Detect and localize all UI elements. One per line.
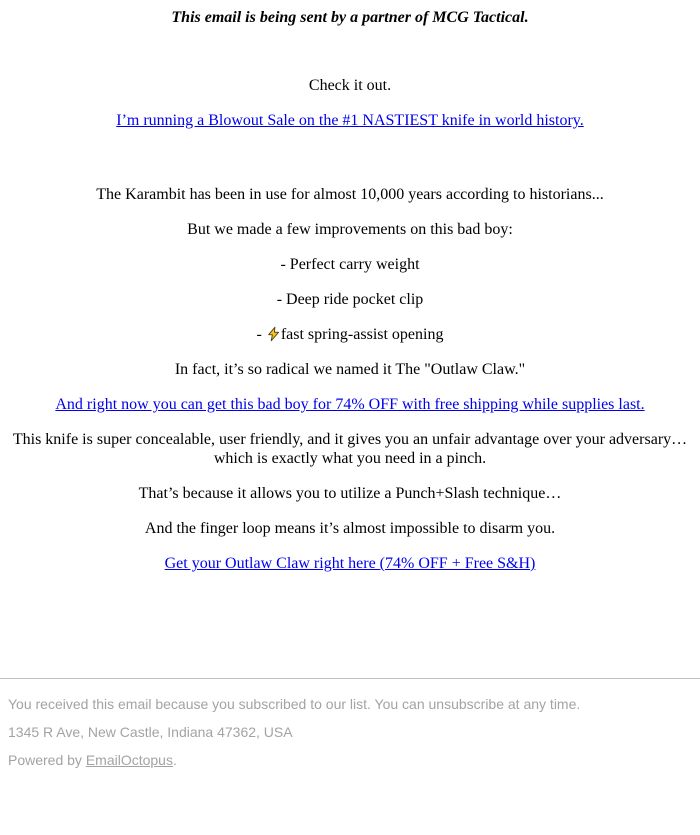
bullet-carry-weight: - Perfect carry weight	[280, 256, 420, 273]
discount-offer-link-line	[8, 395, 692, 414]
bullet-spring-assist-label: fast spring-assist opening	[280, 326, 444, 343]
blowout-sale-link-line	[8, 111, 692, 130]
technique-text: That’s because it allows you to utilize a Punch+Slash technique…	[138, 485, 562, 502]
subscription-notice: You received this email because you subscribed to our list. You can unsubscribe at any time.	[8, 696, 581, 712]
powered-by-line	[8, 752, 692, 768]
discount-offer-link[interactable]: And right now you can get this bad boy for 74% OFF with free shipping while supplies last.	[55, 396, 645, 413]
postal-address: 1345 R Ave, New Castle, Indiana 47362, USA	[8, 724, 293, 740]
lightning-icon	[266, 326, 281, 342]
improvements-intro-text: But we made a few improvements on this bad boy:	[187, 221, 513, 238]
finger-loop-text: And the finger loop means it’s almost impossible to disarm you.	[144, 520, 556, 537]
powered-by-text: Powered by	[8, 752, 86, 768]
outlaw-claw-name-text: In fact, it’s so radical we named it The "Outlaw Claw."	[174, 361, 526, 378]
bullet-dash: -	[256, 326, 266, 343]
partner-notice: This email is being sent by a partner of MCG Tactical.	[171, 9, 529, 26]
cta-link[interactable]: Get your Outlaw Claw right here (74% OFF + Free S&H)	[164, 555, 536, 572]
cta-link-line	[8, 554, 692, 573]
blowout-sale-link[interactable]: I’m running a Blowout Sale on the #1 NASTIEST knife in world history.	[116, 112, 584, 129]
email-body	[0, 8, 700, 573]
email-footer	[0, 696, 700, 768]
bullet-pocket-clip: - Deep ride pocket clip	[276, 291, 424, 308]
powered-by-period: .	[172, 752, 177, 768]
check-it-out-text: Check it out.	[308, 77, 392, 94]
emailoctopus-link[interactable]: EmailOctopus	[85, 752, 173, 768]
concealable-text: This knife is super concealable, user friendly, and it gives you an unfair advantage over your adversary… which is exactly what you need in a pinch.	[12, 431, 688, 467]
bullet-spring-assist	[8, 325, 692, 344]
karambit-history-text: The Karambit has been in use for almost 10,000 years according to historians...	[96, 186, 604, 203]
footer-divider	[0, 678, 700, 679]
